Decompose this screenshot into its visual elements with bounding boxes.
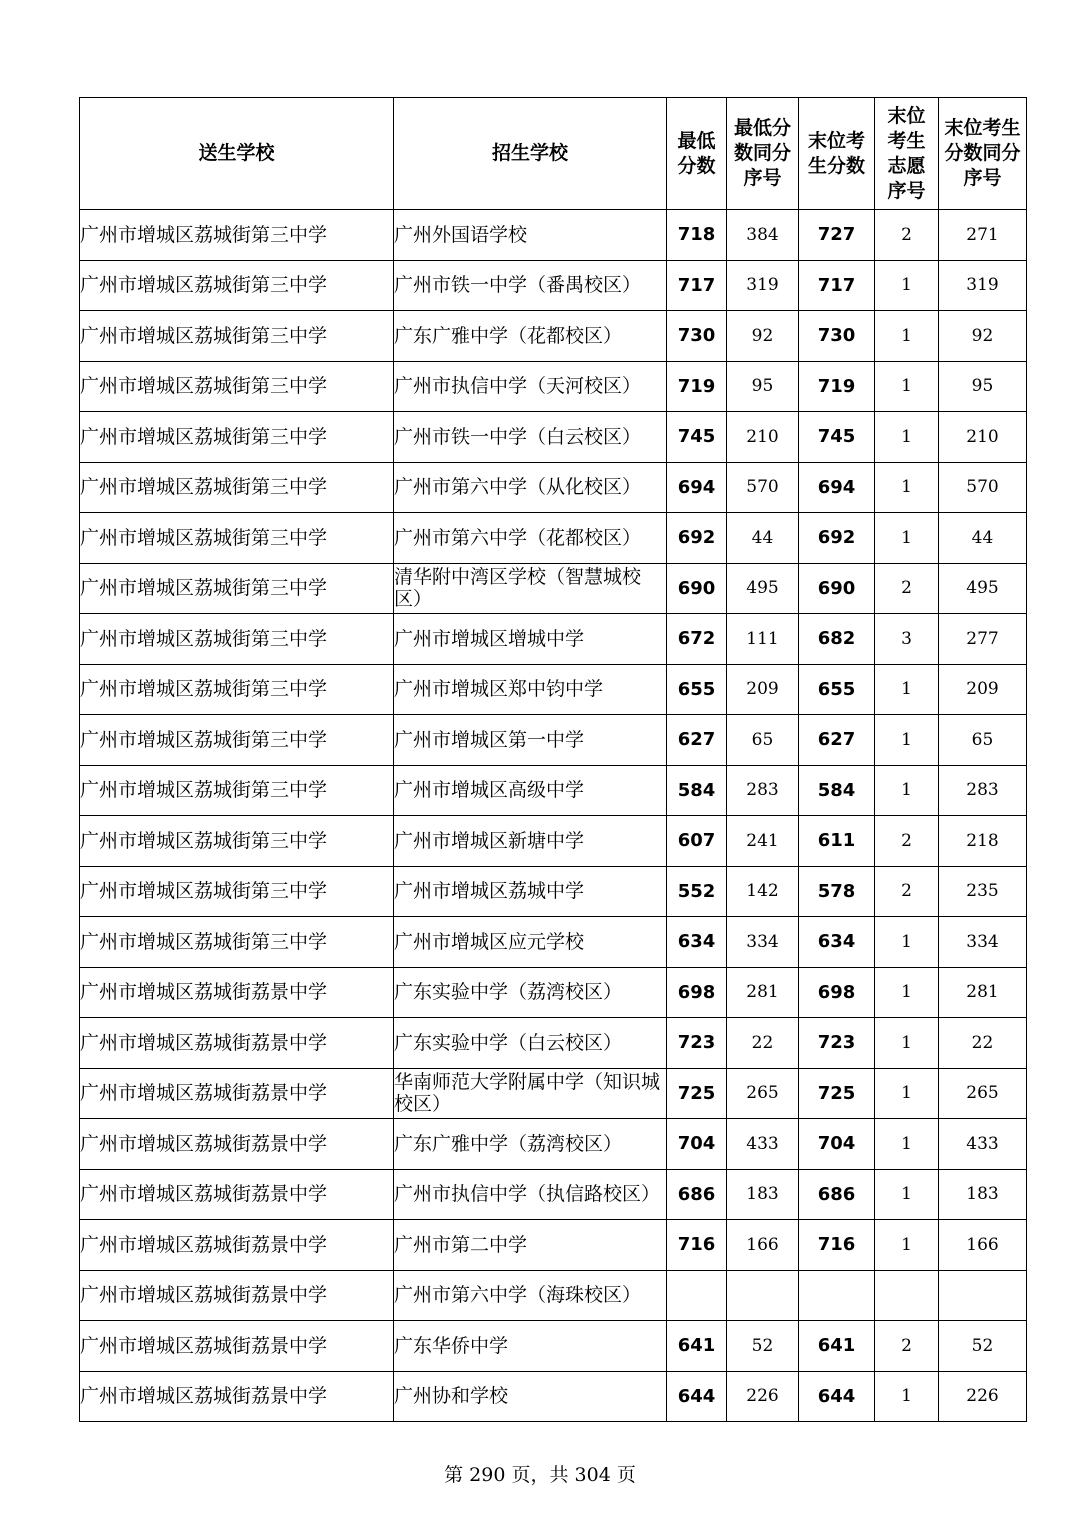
to-school-cell: 广州市第二中学 — [394, 1220, 667, 1271]
last-pref-cell: 2 — [875, 866, 939, 917]
last-score-cell: 578 — [799, 866, 875, 917]
table-row — [80, 513, 1027, 564]
from-school-cell: 广州市增城区荔城街第三中学 — [80, 210, 394, 261]
to-school-cell: 广东广雅中学（荔湾校区） — [394, 1119, 667, 1170]
last-score-cell: 634 — [799, 917, 875, 968]
last-rank-cell: 218 — [939, 816, 1027, 867]
min-rank-cell: 44 — [727, 513, 799, 564]
table-row — [80, 361, 1027, 412]
from-school-cell: 广州市增城区荔城街荔景中学 — [80, 1068, 394, 1119]
last-rank-cell: 44 — [939, 513, 1027, 564]
min-rank-cell: 183 — [727, 1169, 799, 1220]
last-score-cell: 584 — [799, 765, 875, 816]
table-row — [80, 816, 1027, 867]
to-school-cell: 广州市执信中学（天河校区） — [394, 361, 667, 412]
to-school-cell: 广州市增城区新塘中学 — [394, 816, 667, 867]
last-rank-cell: 281 — [939, 967, 1027, 1018]
min-score-cell: 641 — [667, 1321, 727, 1372]
table-row — [80, 1270, 1027, 1321]
to-school-cell: 广州市铁一中学（番禺校区） — [394, 260, 667, 311]
last-rank-cell: 92 — [939, 311, 1027, 362]
table-row — [80, 664, 1027, 715]
to-school-cell: 广州市增城区高级中学 — [394, 765, 667, 816]
min-score-cell: 745 — [667, 412, 727, 463]
from-school-cell: 广州市增城区荔城街荔景中学 — [80, 1119, 394, 1170]
last-rank-cell: 95 — [939, 361, 1027, 412]
min-score-cell: 672 — [667, 614, 727, 665]
min-rank-cell: 241 — [727, 816, 799, 867]
from-school-cell: 广州市增城区荔城街荔景中学 — [80, 1220, 394, 1271]
table-row — [80, 1018, 1027, 1069]
table-row — [80, 1371, 1027, 1422]
min-rank-cell: 92 — [727, 311, 799, 362]
min-score-cell: 634 — [667, 917, 727, 968]
header-min-rank: 最低分数同分序号 — [727, 98, 799, 210]
header-last-score: 末位考生分数 — [799, 98, 875, 210]
last-pref-cell: 1 — [875, 1169, 939, 1220]
last-pref-cell: 1 — [875, 765, 939, 816]
from-school-cell: 广州市增城区荔城街荔景中学 — [80, 1371, 394, 1422]
to-school-cell: 广州市第六中学（花都校区） — [394, 513, 667, 564]
last-rank-cell: 334 — [939, 917, 1027, 968]
last-pref-cell: 2 — [875, 1321, 939, 1372]
last-rank-cell: 495 — [939, 563, 1027, 614]
min-score-cell: 690 — [667, 563, 727, 614]
from-school-cell: 广州市增城区荔城街第三中学 — [80, 563, 394, 614]
header-row — [80, 98, 1027, 210]
min-score-cell: 716 — [667, 1220, 727, 1271]
min-score-cell: 655 — [667, 664, 727, 715]
last-pref-cell: 1 — [875, 1371, 939, 1422]
min-rank-cell: 65 — [727, 715, 799, 766]
from-school-cell: 广州市增城区荔城街荔景中学 — [80, 1321, 394, 1372]
min-rank-cell: 209 — [727, 664, 799, 715]
table-row — [80, 563, 1027, 614]
from-school-cell: 广州市增城区荔城街荔景中学 — [80, 1270, 394, 1321]
last-score-cell: 686 — [799, 1169, 875, 1220]
last-score-cell: 611 — [799, 816, 875, 867]
header-min-score: 最低分数 — [667, 98, 727, 210]
last-pref-cell: 1 — [875, 664, 939, 715]
to-school-cell: 广州协和学校 — [394, 1371, 667, 1422]
min-rank-cell: 283 — [727, 765, 799, 816]
from-school-cell: 广州市增城区荔城街第三中学 — [80, 462, 394, 513]
from-school-cell: 广州市增城区荔城街第三中学 — [80, 614, 394, 665]
to-school-cell: 华南师范大学附属中学（知识城校区） — [394, 1068, 667, 1119]
min-score-cell — [667, 1270, 727, 1321]
min-rank-cell — [727, 1270, 799, 1321]
header-from-school: 送生学校 — [80, 98, 394, 210]
to-school-cell: 广州市第六中学（海珠校区） — [394, 1270, 667, 1321]
last-pref-cell: 1 — [875, 1119, 939, 1170]
from-school-cell: 广州市增城区荔城街第三中学 — [80, 866, 394, 917]
last-pref-cell: 2 — [875, 816, 939, 867]
table-row — [80, 1220, 1027, 1271]
last-score-cell: 717 — [799, 260, 875, 311]
table-row — [80, 210, 1027, 261]
to-school-cell: 广州市增城区应元学校 — [394, 917, 667, 968]
last-score-cell: 655 — [799, 664, 875, 715]
from-school-cell: 广州市增城区荔城街荔景中学 — [80, 1018, 394, 1069]
min-rank-cell: 570 — [727, 462, 799, 513]
from-school-cell: 广州市增城区荔城街第三中学 — [80, 816, 394, 867]
to-school-cell: 广州市第六中学（从化校区） — [394, 462, 667, 513]
min-score-cell: 686 — [667, 1169, 727, 1220]
last-rank-cell: 166 — [939, 1220, 1027, 1271]
table-row — [80, 1321, 1027, 1372]
min-rank-cell: 319 — [727, 260, 799, 311]
min-score-cell: 704 — [667, 1119, 727, 1170]
last-score-cell: 694 — [799, 462, 875, 513]
last-rank-cell: 433 — [939, 1119, 1027, 1170]
to-school-cell: 清华附中湾区学校（智慧城校区） — [394, 563, 667, 614]
min-score-cell: 698 — [667, 967, 727, 1018]
to-school-cell: 广东广雅中学（花都校区） — [394, 311, 667, 362]
min-rank-cell: 22 — [727, 1018, 799, 1069]
last-rank-cell: 283 — [939, 765, 1027, 816]
last-pref-cell: 1 — [875, 1068, 939, 1119]
table-row — [80, 412, 1027, 463]
last-rank-cell: 65 — [939, 715, 1027, 766]
min-rank-cell: 281 — [727, 967, 799, 1018]
last-rank-cell: 210 — [939, 412, 1027, 463]
min-score-cell: 627 — [667, 715, 727, 766]
min-score-cell: 644 — [667, 1371, 727, 1422]
last-score-cell: 641 — [799, 1321, 875, 1372]
last-score-cell: 745 — [799, 412, 875, 463]
table-row — [80, 866, 1027, 917]
last-score-cell: 698 — [799, 967, 875, 1018]
last-rank-cell — [939, 1270, 1027, 1321]
min-rank-cell: 166 — [727, 1220, 799, 1271]
last-score-cell: 704 — [799, 1119, 875, 1170]
min-score-cell: 723 — [667, 1018, 727, 1069]
from-school-cell: 广州市增城区荔城街第三中学 — [80, 715, 394, 766]
last-score-cell: 682 — [799, 614, 875, 665]
to-school-cell: 广州市增城区郑中钧中学 — [394, 664, 667, 715]
min-rank-cell: 334 — [727, 917, 799, 968]
last-pref-cell: 1 — [875, 462, 939, 513]
last-pref-cell: 1 — [875, 412, 939, 463]
last-score-cell: 644 — [799, 1371, 875, 1422]
last-score-cell: 723 — [799, 1018, 875, 1069]
last-rank-cell: 570 — [939, 462, 1027, 513]
last-rank-cell: 265 — [939, 1068, 1027, 1119]
last-score-cell: 692 — [799, 513, 875, 564]
table-row — [80, 1169, 1027, 1220]
last-pref-cell: 1 — [875, 513, 939, 564]
to-school-cell: 广东实验中学（白云校区） — [394, 1018, 667, 1069]
from-school-cell: 广州市增城区荔城街第三中学 — [80, 361, 394, 412]
last-rank-cell: 183 — [939, 1169, 1027, 1220]
from-school-cell: 广州市增城区荔城街荔景中学 — [80, 1169, 394, 1220]
to-school-cell: 广州市增城区第一中学 — [394, 715, 667, 766]
header-to-school: 招生学校 — [394, 98, 667, 210]
min-score-cell: 718 — [667, 210, 727, 261]
to-school-cell: 广州市增城区荔城中学 — [394, 866, 667, 917]
last-rank-cell: 209 — [939, 664, 1027, 715]
min-score-cell: 725 — [667, 1068, 727, 1119]
last-score-cell: 716 — [799, 1220, 875, 1271]
header-last-pref: 末位考生志愿序号 — [875, 98, 939, 210]
last-score-cell: 690 — [799, 563, 875, 614]
min-rank-cell: 142 — [727, 866, 799, 917]
last-score-cell: 719 — [799, 361, 875, 412]
last-pref-cell: 1 — [875, 1220, 939, 1271]
from-school-cell: 广州市增城区荔城街荔景中学 — [80, 967, 394, 1018]
last-pref-cell — [875, 1270, 939, 1321]
last-rank-cell: 226 — [939, 1371, 1027, 1422]
last-score-cell: 627 — [799, 715, 875, 766]
last-score-cell: 730 — [799, 311, 875, 362]
to-school-cell: 广州市执信中学（执信路校区） — [394, 1169, 667, 1220]
last-pref-cell: 1 — [875, 260, 939, 311]
from-school-cell: 广州市增城区荔城街第三中学 — [80, 664, 394, 715]
last-pref-cell: 1 — [875, 1018, 939, 1069]
last-pref-cell: 2 — [875, 563, 939, 614]
to-school-cell: 广东实验中学（荔湾校区） — [394, 967, 667, 1018]
min-score-cell: 694 — [667, 462, 727, 513]
min-rank-cell: 495 — [727, 563, 799, 614]
table-row — [80, 715, 1027, 766]
last-pref-cell: 1 — [875, 715, 939, 766]
to-school-cell: 广州市铁一中学（白云校区） — [394, 412, 667, 463]
last-pref-cell: 1 — [875, 361, 939, 412]
last-rank-cell: 22 — [939, 1018, 1027, 1069]
table-row — [80, 967, 1027, 1018]
table-row — [80, 614, 1027, 665]
table-body — [80, 210, 1027, 1422]
last-pref-cell: 3 — [875, 614, 939, 665]
last-rank-cell: 52 — [939, 1321, 1027, 1372]
last-score-cell — [799, 1270, 875, 1321]
admission-score-table — [79, 97, 1027, 1422]
from-school-cell: 广州市增城区荔城街第三中学 — [80, 412, 394, 463]
min-score-cell: 584 — [667, 765, 727, 816]
from-school-cell: 广州市增城区荔城街第三中学 — [80, 765, 394, 816]
last-pref-cell: 1 — [875, 917, 939, 968]
last-pref-cell: 1 — [875, 967, 939, 1018]
table-row — [80, 765, 1027, 816]
last-rank-cell: 277 — [939, 614, 1027, 665]
page-footer: 第 290 页，共 304 页 — [444, 1464, 636, 1486]
last-score-cell: 725 — [799, 1068, 875, 1119]
min-score-cell: 730 — [667, 311, 727, 362]
min-score-cell: 717 — [667, 260, 727, 311]
min-rank-cell: 52 — [727, 1321, 799, 1372]
last-pref-cell: 1 — [875, 311, 939, 362]
to-school-cell: 广东华侨中学 — [394, 1321, 667, 1372]
last-pref-cell: 2 — [875, 210, 939, 261]
min-rank-cell: 226 — [727, 1371, 799, 1422]
table-row — [80, 917, 1027, 968]
from-school-cell: 广州市增城区荔城街第三中学 — [80, 917, 394, 968]
table-row — [80, 1068, 1027, 1119]
min-rank-cell: 433 — [727, 1119, 799, 1170]
last-score-cell: 727 — [799, 210, 875, 261]
from-school-cell: 广州市增城区荔城街第三中学 — [80, 260, 394, 311]
min-score-cell: 607 — [667, 816, 727, 867]
last-rank-cell: 319 — [939, 260, 1027, 311]
to-school-cell: 广州市增城区增城中学 — [394, 614, 667, 665]
min-rank-cell: 265 — [727, 1068, 799, 1119]
from-school-cell: 广州市增城区荔城街第三中学 — [80, 513, 394, 564]
min-score-cell: 552 — [667, 866, 727, 917]
min-rank-cell: 210 — [727, 412, 799, 463]
min-rank-cell: 111 — [727, 614, 799, 665]
min-rank-cell: 95 — [727, 361, 799, 412]
last-rank-cell: 235 — [939, 866, 1027, 917]
min-score-cell: 692 — [667, 513, 727, 564]
last-rank-cell: 271 — [939, 210, 1027, 261]
table-row — [80, 462, 1027, 513]
to-school-cell: 广州外国语学校 — [394, 210, 667, 261]
min-rank-cell: 384 — [727, 210, 799, 261]
min-score-cell: 719 — [667, 361, 727, 412]
table-row — [80, 260, 1027, 311]
table-row — [80, 1119, 1027, 1170]
table-row — [80, 311, 1027, 362]
from-school-cell: 广州市增城区荔城街第三中学 — [80, 311, 394, 362]
header-last-rank: 末位考生分数同分序号 — [939, 98, 1027, 210]
